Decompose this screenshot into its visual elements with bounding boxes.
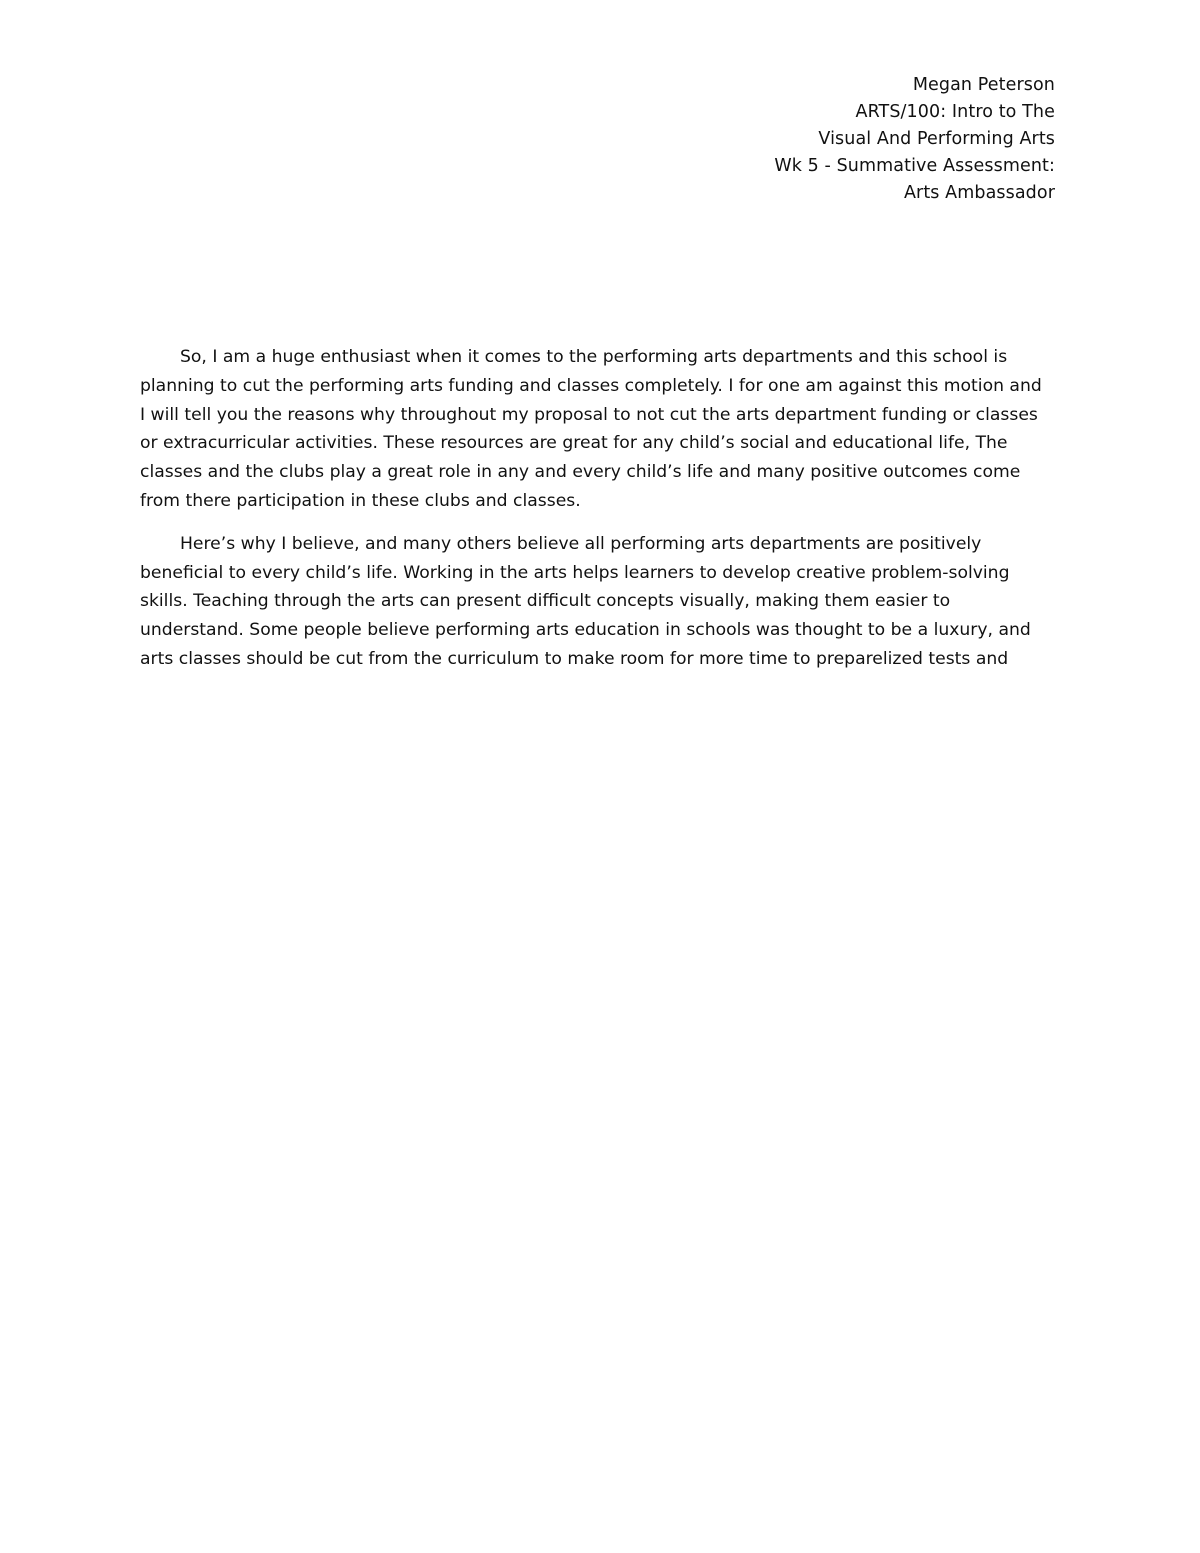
assignment-title-line: Arts Ambassador <box>903 183 1055 203</box>
course-code-line: ARTS/100: Intro to The <box>855 102 1055 122</box>
paragraph-1 <box>140 343 1055 516</box>
essay-body <box>140 343 1055 688</box>
paragraph-line: Here’s why I believe, and many others believe all performing arts departments are positively <box>180 533 982 554</box>
paragraph-line: or extracurricular activities. These resources are great for any child’s social and educational life, The <box>140 433 1008 454</box>
paragraph-line: understand. Some people believe performing arts education in schools was thought to be a luxury, and <box>140 620 1031 641</box>
paragraph-line: arts classes should be cut from the curriculum to make room for more time to preparelized tests and <box>140 648 1009 669</box>
paragraph-line: from there participation in these clubs and classes. <box>140 490 581 511</box>
paragraph-line: skills. Teaching through the arts can present difficult concepts visually, making them easier to <box>140 591 951 612</box>
paragraph-line: I will tell you the reasons why throughout my proposal to not cut the arts department funding or classes <box>140 404 1038 425</box>
author-name: Megan Peterson <box>912 75 1055 95</box>
assignment-line: Wk 5 - Summative Assessment: <box>774 156 1055 176</box>
paragraph-2 <box>140 530 1055 674</box>
course-title-line: Visual And Performing Arts <box>818 129 1055 149</box>
paragraph-line: classes and the clubs play a great role in any and every child’s life and many positive outcomes come <box>140 462 1021 483</box>
paragraph-line: So, I am a huge enthusiast when it comes to the performing arts departments and this school is <box>180 347 1008 367</box>
paragraph-line: beneficial to every child’s life. Working in the arts helps learners to develop creative problem-solving <box>140 562 1010 583</box>
paragraph-line: planning to cut the performing arts funding and classes completely. I for one am against this motion and <box>140 375 1042 396</box>
author-header <box>635 72 1055 207</box>
